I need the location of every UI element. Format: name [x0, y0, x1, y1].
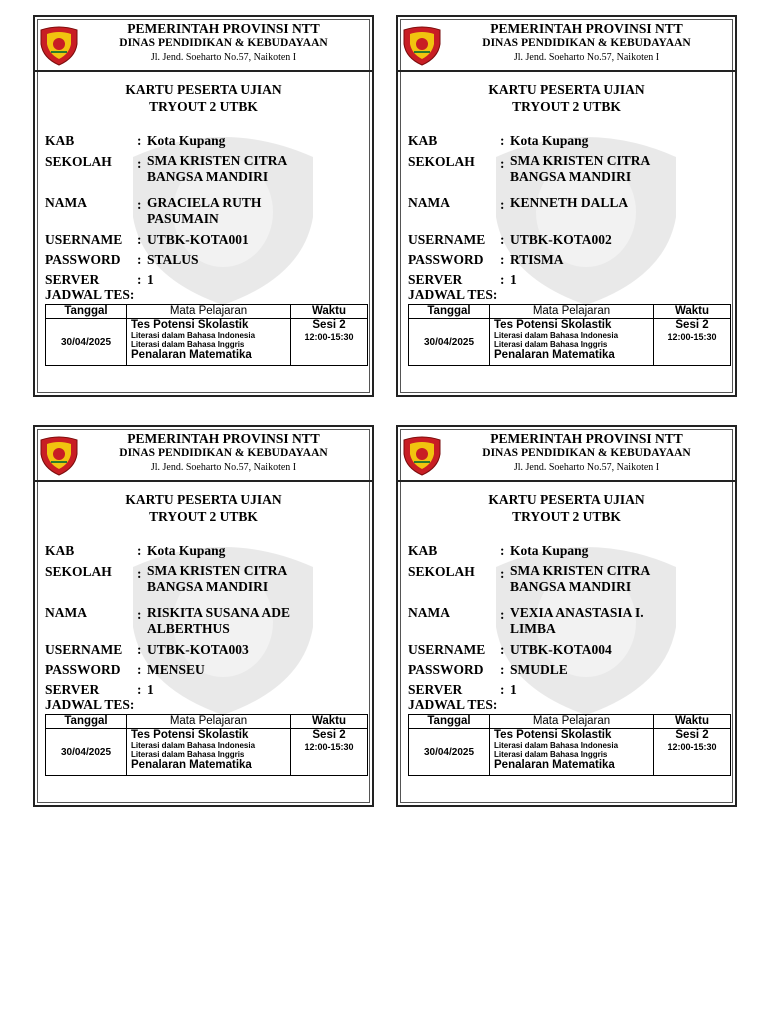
schedule-date: 30/04/2025	[46, 729, 127, 776]
label-password: PASSWORD	[408, 662, 484, 677]
value-nama-line1: RISKITA SUSANA ADE	[147, 605, 291, 620]
colon: :	[137, 682, 142, 697]
col-mata-pelajaran: Mata Pelajaran	[490, 715, 654, 729]
colon: :	[137, 607, 142, 622]
label-kab: KAB	[45, 543, 75, 558]
value-server: 1	[510, 272, 517, 287]
colon: :	[137, 642, 142, 657]
colon: :	[137, 232, 142, 247]
card-title-line2: TRYOUT 2 UTBK	[149, 99, 258, 114]
province-emblem-icon	[39, 434, 79, 476]
value-sekolah-line1: SMA KRISTEN CITRA	[147, 153, 288, 168]
colon: :	[137, 252, 142, 267]
colon: :	[500, 607, 505, 622]
subject-math: Penalaran Matematika	[494, 349, 615, 361]
value-kab: Kota Kupang	[510, 543, 589, 558]
card-header	[35, 427, 372, 482]
colon: :	[137, 133, 142, 148]
value-username: UTBK-KOTA003	[147, 642, 249, 657]
value-password: SMUDLE	[510, 662, 568, 677]
schedule-date: 30/04/2025	[409, 729, 490, 776]
colon: :	[500, 566, 505, 581]
value-password: STALUS	[147, 252, 199, 267]
subject-main: Tes Potensi Skolastik	[131, 319, 249, 331]
card-title-line2: TRYOUT 2 UTBK	[512, 99, 621, 114]
header-address: Jl. Jend. Soeharto No.57, Naikoten I	[513, 462, 660, 473]
label-password: PASSWORD	[408, 252, 484, 267]
header-agency: DINAS PENDIDIKAN & KEBUDAYAAN	[119, 447, 328, 459]
label-kab: KAB	[45, 133, 75, 148]
col-tanggal: Tanggal	[46, 305, 127, 319]
label-server: SERVER	[45, 272, 100, 287]
schedule-row	[409, 729, 731, 776]
value-sekolah-line2: BANGSA MANDIRI	[510, 169, 632, 184]
schedule-header-row	[46, 305, 368, 319]
subject-main: Tes Potensi Skolastik	[494, 729, 612, 741]
label-server: SERVER	[45, 682, 100, 697]
colon: :	[137, 662, 142, 677]
label-sekolah: SEKOLAH	[408, 154, 475, 169]
value-sekolah-line1: SMA KRISTEN CITRA	[510, 153, 651, 168]
colon: :	[500, 232, 505, 247]
label-jadwal: JADWAL TES:	[45, 287, 135, 302]
schedule-time	[654, 729, 731, 776]
value-nama	[147, 605, 357, 637]
label-nama: NAMA	[408, 605, 450, 620]
header-agency: DINAS PENDIDIKAN & KEBUDAYAAN	[119, 37, 328, 49]
value-sekolah	[510, 153, 720, 185]
value-username: UTBK-KOTA004	[510, 642, 612, 657]
colon: :	[500, 272, 505, 287]
header-agency: DINAS PENDIDIKAN & KEBUDAYAAN	[482, 447, 691, 459]
value-sekolah-line1: SMA KRISTEN CITRA	[147, 563, 288, 578]
subject-math: Penalaran Matematika	[494, 759, 615, 771]
value-nama	[510, 195, 720, 211]
value-nama	[510, 605, 720, 637]
value-sekolah-line2: BANGSA MANDIRI	[510, 579, 632, 594]
value-nama-line1: KENNETH DALLA	[510, 195, 629, 210]
col-tanggal: Tanggal	[46, 715, 127, 729]
schedule-time	[291, 319, 368, 366]
card-title-line1: KARTU PESERTA UJIAN	[488, 82, 645, 97]
card-title-line1: KARTU PESERTA UJIAN	[488, 492, 645, 507]
province-emblem-icon	[39, 24, 79, 66]
schedule-table	[408, 304, 731, 366]
label-password: PASSWORD	[45, 662, 121, 677]
label-sekolah: SEKOLAH	[45, 564, 112, 579]
subject-lit-id: Literasi dalam Bahasa Indonesia	[494, 331, 619, 340]
schedule-hours: 12:00-15:30	[304, 332, 354, 342]
label-jadwal: JADWAL TES:	[408, 697, 498, 712]
card-header	[398, 427, 735, 482]
value-username: UTBK-KOTA002	[510, 232, 612, 247]
participant-card-4	[396, 425, 737, 807]
province-emblem-icon	[402, 24, 442, 66]
schedule-row	[46, 319, 368, 366]
header-address: Jl. Jend. Soeharto No.57, Naikoten I	[150, 462, 297, 473]
label-jadwal: JADWAL TES:	[408, 287, 498, 302]
label-kab: KAB	[408, 543, 438, 558]
value-kab: Kota Kupang	[147, 133, 226, 148]
colon: :	[500, 682, 505, 697]
subject-lit-en: Literasi dalam Bahasa Inggris	[131, 750, 245, 759]
subject-math: Penalaran Matematika	[131, 759, 252, 771]
schedule-subjects	[127, 729, 291, 776]
schedule-time	[654, 319, 731, 366]
schedule-session: Sesi 2	[675, 319, 709, 331]
label-kab: KAB	[408, 133, 438, 148]
label-sekolah: SEKOLAH	[408, 564, 475, 579]
label-username: USERNAME	[408, 642, 486, 657]
label-username: USERNAME	[408, 232, 486, 247]
header-agency: DINAS PENDIDIKAN & KEBUDAYAAN	[482, 37, 691, 49]
value-sekolah-line2: BANGSA MANDIRI	[147, 579, 269, 594]
schedule-row	[409, 319, 731, 366]
value-password: MENSEU	[147, 662, 205, 677]
subject-lit-en: Literasi dalam Bahasa Inggris	[494, 750, 608, 759]
colon: :	[137, 566, 142, 581]
subject-lit-en: Literasi dalam Bahasa Inggris	[131, 340, 245, 349]
schedule-table	[45, 304, 368, 366]
label-server: SERVER	[408, 272, 463, 287]
header-province: PEMERINTAH PROVINSI NTT	[127, 21, 320, 36]
schedule-session: Sesi 2	[312, 729, 346, 741]
label-nama: NAMA	[45, 605, 87, 620]
participant-card-2	[396, 15, 737, 397]
colon: :	[500, 252, 505, 267]
card-title-line2: TRYOUT 2 UTBK	[149, 509, 258, 524]
label-username: USERNAME	[45, 232, 123, 247]
colon: :	[500, 156, 505, 171]
header-address: Jl. Jend. Soeharto No.57, Naikoten I	[513, 52, 660, 63]
colon: :	[137, 543, 142, 558]
label-password: PASSWORD	[45, 252, 121, 267]
col-waktu: Waktu	[654, 305, 731, 319]
value-kab: Kota Kupang	[510, 133, 589, 148]
header-province: PEMERINTAH PROVINSI NTT	[127, 431, 320, 446]
colon: :	[500, 642, 505, 657]
participant-card-3	[33, 425, 374, 807]
schedule-date: 30/04/2025	[409, 319, 490, 366]
schedule-subjects	[127, 319, 291, 366]
schedule-table	[408, 714, 731, 776]
value-nama-line2: ALBERTHUS	[147, 621, 230, 636]
value-nama-line2: LIMBA	[510, 621, 556, 636]
value-sekolah	[147, 153, 357, 185]
schedule-time	[291, 729, 368, 776]
header-address: Jl. Jend. Soeharto No.57, Naikoten I	[150, 52, 297, 63]
card-title-line1: KARTU PESERTA UJIAN	[125, 492, 282, 507]
colon: :	[500, 662, 505, 677]
value-sekolah	[147, 563, 357, 595]
col-mata-pelajaran: Mata Pelajaran	[127, 715, 291, 729]
label-nama: NAMA	[408, 195, 450, 210]
value-server: 1	[147, 272, 154, 287]
schedule-subjects	[490, 319, 654, 366]
value-nama	[147, 195, 357, 227]
value-nama-line2: PASUMAIN	[147, 211, 219, 226]
schedule-hours: 12:00-15:30	[304, 742, 354, 752]
colon: :	[137, 156, 142, 171]
province-emblem-icon	[402, 434, 442, 476]
subject-lit-id: Literasi dalam Bahasa Indonesia	[131, 331, 256, 340]
subject-lit-en: Literasi dalam Bahasa Inggris	[494, 340, 608, 349]
card-header	[35, 17, 372, 72]
value-kab: Kota Kupang	[147, 543, 226, 558]
colon: :	[500, 543, 505, 558]
col-tanggal: Tanggal	[409, 715, 490, 729]
col-waktu: Waktu	[654, 715, 731, 729]
schedule-header-row	[46, 715, 368, 729]
schedule-session: Sesi 2	[675, 729, 709, 741]
label-sekolah: SEKOLAH	[45, 154, 112, 169]
card-header	[398, 17, 735, 72]
participant-card-1	[33, 15, 374, 397]
value-sekolah	[510, 563, 720, 595]
col-waktu: Waktu	[291, 305, 368, 319]
value-server: 1	[147, 682, 154, 697]
colon: :	[500, 197, 505, 212]
card-title-line2: TRYOUT 2 UTBK	[512, 509, 621, 524]
schedule-subjects	[490, 729, 654, 776]
label-server: SERVER	[408, 682, 463, 697]
col-tanggal: Tanggal	[409, 305, 490, 319]
col-mata-pelajaran: Mata Pelajaran	[127, 305, 291, 319]
schedule-session: Sesi 2	[312, 319, 346, 331]
label-jadwal: JADWAL TES:	[45, 697, 135, 712]
subject-main: Tes Potensi Skolastik	[494, 319, 612, 331]
label-nama: NAMA	[45, 195, 87, 210]
schedule-hours: 12:00-15:30	[667, 332, 717, 342]
col-waktu: Waktu	[291, 715, 368, 729]
value-password: RTISMA	[510, 252, 564, 267]
value-sekolah-line2: BANGSA MANDIRI	[147, 169, 269, 184]
schedule-hours: 12:00-15:30	[667, 742, 717, 752]
value-username: UTBK-KOTA001	[147, 232, 249, 247]
subject-lit-id: Literasi dalam Bahasa Indonesia	[494, 741, 619, 750]
schedule-header-row	[409, 305, 731, 319]
col-mata-pelajaran: Mata Pelajaran	[490, 305, 654, 319]
schedule-row	[46, 729, 368, 776]
schedule-table	[45, 714, 368, 776]
card-title-line1: KARTU PESERTA UJIAN	[125, 82, 282, 97]
value-nama-line1: VEXIA ANASTASIA I.	[510, 605, 644, 620]
value-server: 1	[510, 682, 517, 697]
label-username: USERNAME	[45, 642, 123, 657]
colon: :	[137, 272, 142, 287]
colon: :	[137, 197, 142, 212]
schedule-header-row	[409, 715, 731, 729]
subject-main: Tes Potensi Skolastik	[131, 729, 249, 741]
value-nama-line1: GRACIELA RUTH	[147, 195, 262, 210]
subject-math: Penalaran Matematika	[131, 349, 252, 361]
subject-lit-id: Literasi dalam Bahasa Indonesia	[131, 741, 256, 750]
schedule-date: 30/04/2025	[46, 319, 127, 366]
header-province: PEMERINTAH PROVINSI NTT	[490, 431, 683, 446]
header-province: PEMERINTAH PROVINSI NTT	[490, 21, 683, 36]
value-sekolah-line1: SMA KRISTEN CITRA	[510, 563, 651, 578]
colon: :	[500, 133, 505, 148]
